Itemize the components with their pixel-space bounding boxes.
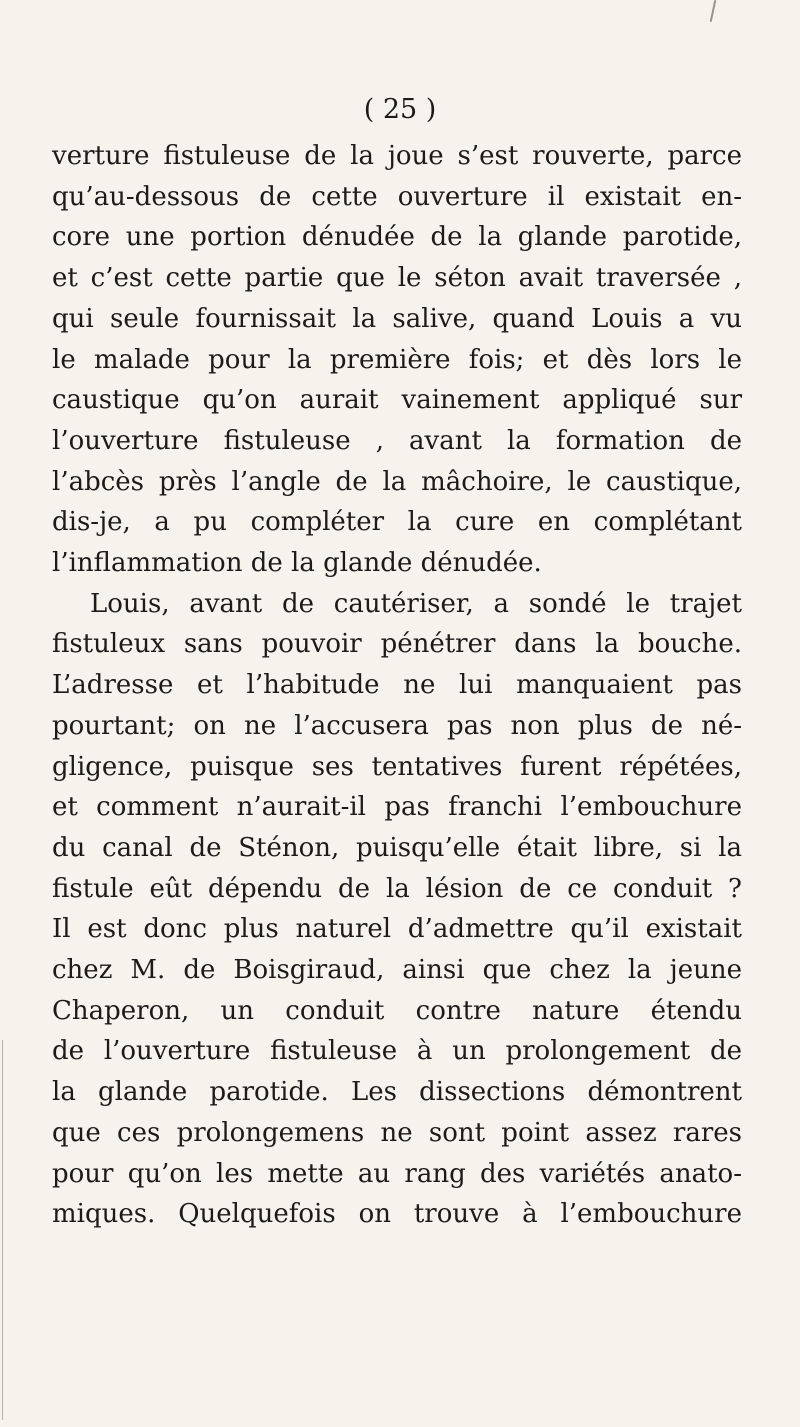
text-line: de l’ouverture fistuleuse à un prolongement de xyxy=(52,1036,742,1067)
text-line: core une portion dénudée de la glande parotide, xyxy=(52,222,742,253)
text-line: la glande parotide. Les dissections démontrent xyxy=(52,1077,742,1108)
text-line: l’inflammation de la glande dénudée. xyxy=(52,548,542,579)
text-line: du canal de Sténon, puisqu’elle était libre, si la xyxy=(52,832,742,863)
text-line: fistule eût dépendu de la lésion de ce conduit ? xyxy=(52,873,742,904)
text-line: pour qu’on les mette au rang des variétés anato- xyxy=(52,1158,742,1189)
text-line: dis-je, a pu compléter la cure en complétant xyxy=(52,507,742,538)
text-line: fistuleux sans pouvoir pénétrer dans la bouche. xyxy=(52,629,742,660)
text-line: qu’au-dessous de cette ouverture il existait en- xyxy=(52,181,742,212)
body-text xyxy=(52,136,742,1235)
text-line: gligence, puisque ses tentatives furent répétées, xyxy=(52,751,742,782)
text-line: Louis, avant de cautériser, a sondé le trajet xyxy=(90,588,742,619)
text-line: miques. Quelquefois on trouve à l’embouchure xyxy=(52,1199,742,1230)
text-line: le malade pour la première fois; et dès lors le xyxy=(52,344,742,375)
page-edge-line xyxy=(2,1040,3,1420)
text-line: caustique qu’on aurait vainement appliqué sur xyxy=(52,385,742,416)
text-line: L’adresse et l’habitude ne lui manquaient pas xyxy=(52,670,742,701)
text-line: verture fistuleuse de la joue s’est rouverte, parce xyxy=(52,141,742,171)
text-line: pourtant; on ne l’accusera pas non plus de né- xyxy=(52,710,742,741)
text-line: que ces prolongemens ne sont point assez rares xyxy=(52,1117,742,1148)
text-line: et comment n’aurait-il pas franchi l’embouchure xyxy=(52,792,742,823)
text-line: chez M. de Boisgiraud, ainsi que chez la jeune xyxy=(52,955,742,986)
text-line: Chaperon, un conduit contre nature étendu xyxy=(52,995,742,1026)
paper-mark xyxy=(710,0,717,22)
text-line: l’abcès près l’angle de la mâchoire, le caustique, xyxy=(52,466,742,497)
text-line: et c’est cette partie que le séton avait traversée , xyxy=(52,263,742,294)
text-line: l’ouverture fistuleuse , avant la formation de xyxy=(52,425,742,456)
text-line: qui seule fournissait la salive, quand Louis a vu xyxy=(52,303,742,334)
text-line: Il est donc plus naturel d’admettre qu’il existait xyxy=(52,914,742,945)
page-number: ( 25 ) xyxy=(363,94,437,125)
